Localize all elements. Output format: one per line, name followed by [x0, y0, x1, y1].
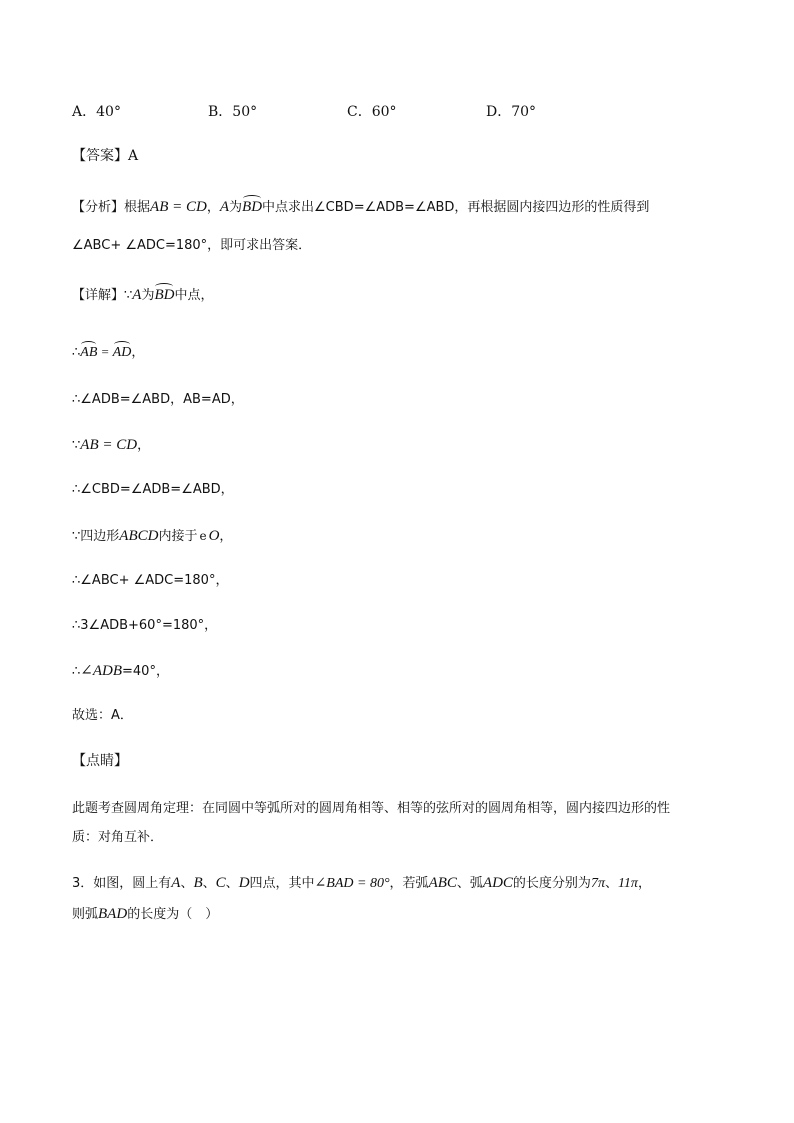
detail-line-9: ∴∠ADB=40°，: [72, 663, 169, 679]
comment-tag-line: 【点睛】: [72, 753, 128, 769]
comment-line-2: 质：对角互补．: [72, 830, 164, 845]
detail-line-4: ∵AB = CD，: [72, 437, 151, 453]
detail-line-6: ∵四边形ABCD内接于 e O，: [72, 528, 233, 544]
detail-line-1: 【详解】∵A为BD中点，: [72, 287, 214, 303]
analysis-line-1: 【分析】根据AB = CD，A为BD中点求出∠CBD=∠ADB=∠ABD，再根据圆内接四边形的性质得到: [72, 199, 650, 215]
option-b: B．50°: [208, 104, 258, 120]
option-d: D．70°: [486, 104, 537, 120]
answer-line: [72, 146, 138, 166]
question3-line-1: 3．如图，圆上有A、B、C、D四点，其中∠BAD = 80°，若弧ABC、弧ADC的长度分别为7π、11π，: [72, 875, 651, 891]
detail-line-5: ∴∠CBD=∠ADB=∠ABD，: [72, 482, 234, 497]
detail-line-3: ∴∠ADB=∠ABD，AB=AD，: [72, 392, 244, 407]
analysis-line-2: ∠ABC+ ∠ADC=180°，即可求出答案．: [72, 238, 312, 253]
detail-line-7: ∴∠ABC+ ∠ADC=180°，: [72, 573, 229, 588]
question3-line-2: 则弧BAD的长度为（ ）: [72, 906, 219, 922]
answer-tag: 【答案】: [72, 148, 128, 164]
comment-line-1: 此题考查圆周角定理：在同圆中等弧所对的圆周角相等、相等的弦所对的圆周角相等，圆内接四边形的性: [72, 801, 671, 816]
answer-value: A: [128, 148, 139, 164]
detail-line-8: ∴3∠ADB+60°=180°，: [72, 618, 218, 633]
option-c: C．60°: [347, 104, 397, 120]
option-a: A．40°: [72, 104, 121, 120]
detail-line-10: 故选：A．: [72, 708, 133, 723]
detail-line-2: ∴AB = AD，: [72, 342, 144, 363]
